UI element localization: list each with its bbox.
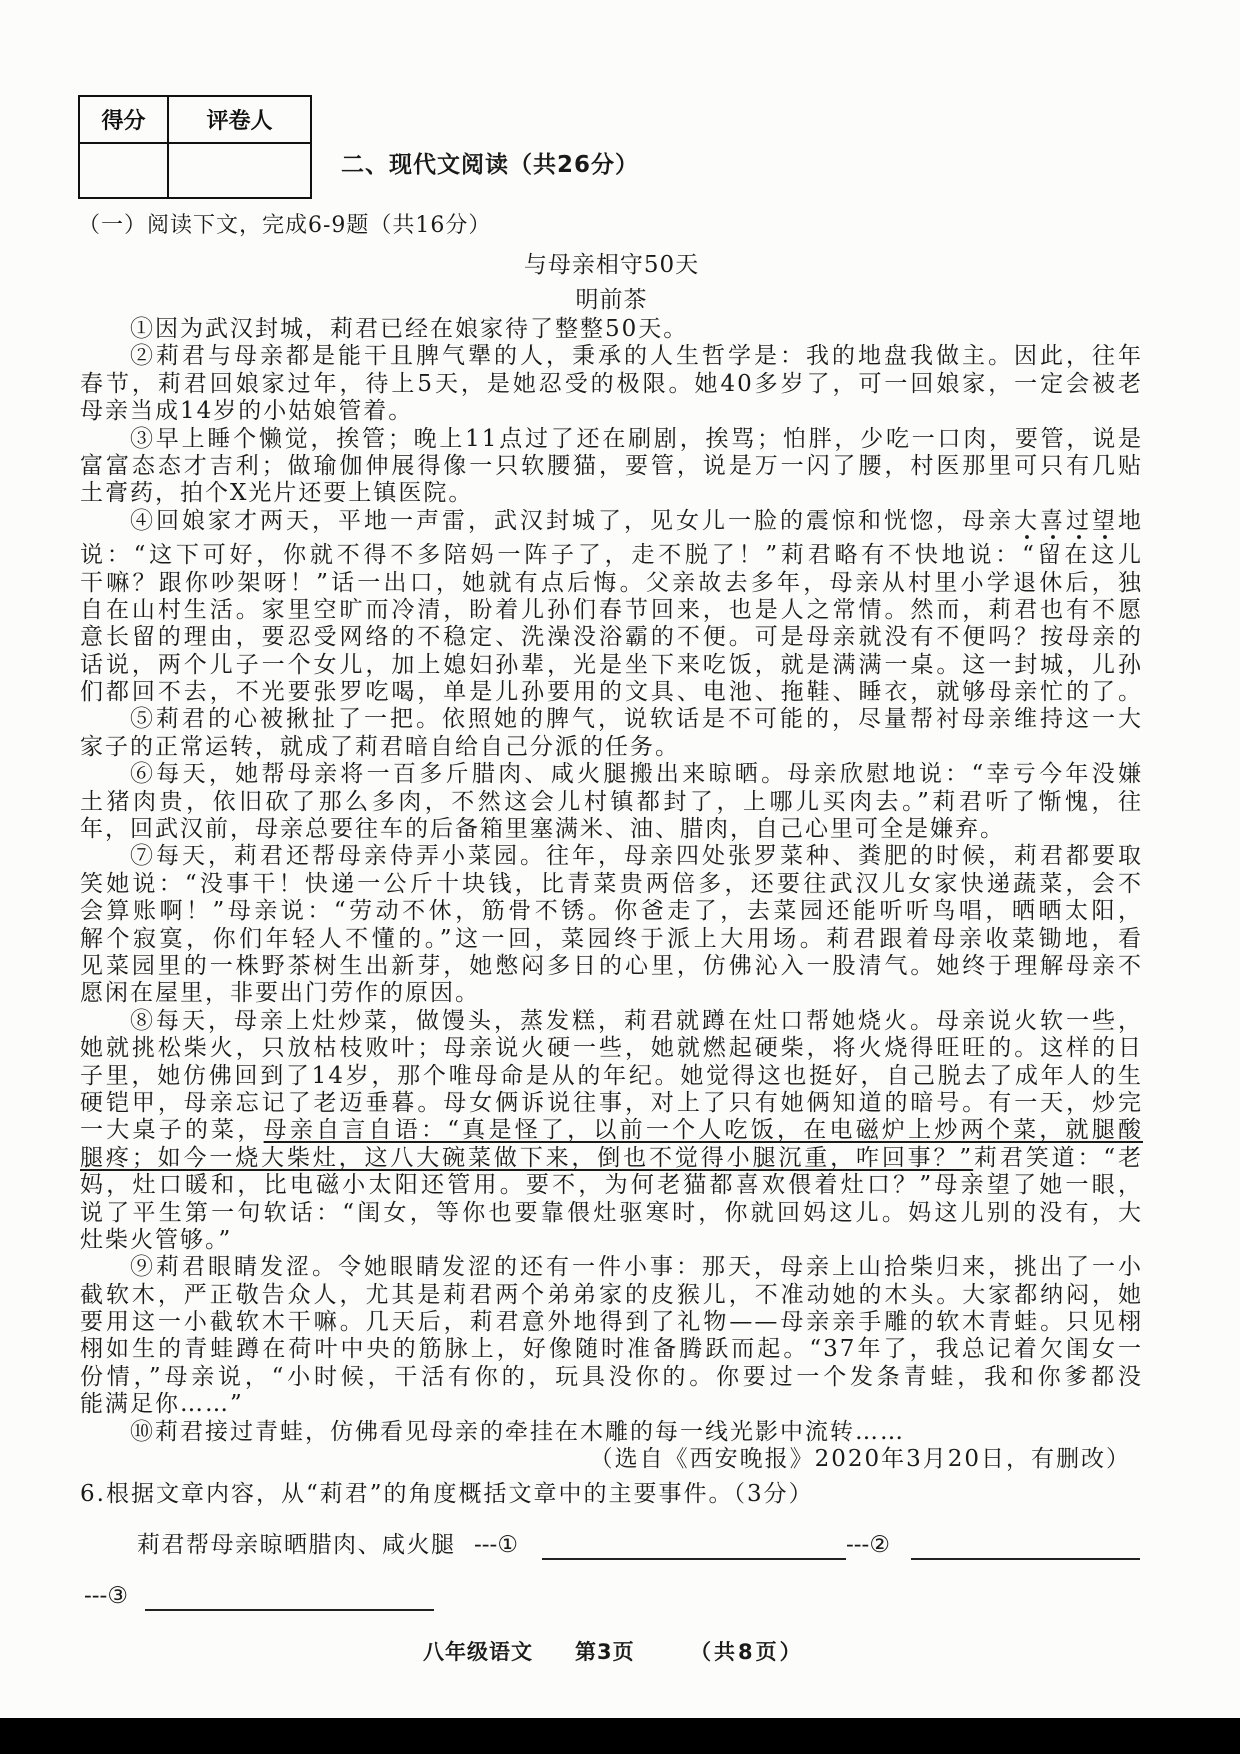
text-line: 家子的正常运转，就成了莉君暗自给自己分派的任务。 [80,733,680,760]
paragraph-10 [80,1419,1143,1446]
score-cell[interactable] [80,144,169,197]
underlined-sentence: 腿疼；如今一烧大柴灶，这八大碗菜做下来，倒也不觉得小腿沉重，咋回事？” [80,1144,974,1171]
paragraph-7 [80,843,1143,1007]
answer-separator-3: ---③ [84,1583,128,1609]
score-header: 得分 [80,97,169,144]
paragraph-3 [80,426,1143,508]
text-line: 子里，她仿佛回到了14岁，那个唯母命是从的年纪。她觉得这也挺好，自己脱去了成年人的生 [80,1062,1143,1089]
text-line: 她就挑松柴火，只放枯枝败叶；母亲说火硬一些，她就燃起硬柴，将火烧得旺旺的。这样的日 [80,1035,1143,1062]
paragraph-4 [80,508,1143,707]
paragraph-2 [80,343,1143,425]
question-6-prompt: 6.根据文章内容，从“莉君”的角度概括文章中的主要事件。（3分） [80,1481,814,1507]
article-title: 与母亲相守50天 [523,252,700,278]
article-body [80,316,1143,1473]
text-line [80,508,1143,542]
text-line: 愿闲在屋里，非要出门劳作的原因。 [80,980,480,1007]
emphasized-phrase: 大喜过望 [1014,507,1118,534]
question-6-answer-row-2 [84,1581,434,1611]
text-line: 意长留的理由，要忍受网络的不稳定、洗澡没浴霸的不便。可是母亲就没有不便吗？按母亲的 [80,624,1143,651]
text-line: ⑤莉君的心被揪扯了一把。依照她的脾气，说软话是不可能的，尽量帮衬母亲维持这一大 [130,706,1143,733]
page-footer [423,1637,804,1667]
text-line: ①因为武汉封城，莉君已经在娘家待了整整50天。 [130,316,689,342]
text-line: 母亲当成14岁的小姑娘管着。 [80,398,414,425]
text-line: 富富态态才吉利；做瑜伽伸展得像一只软腰猫，要管，说是万一闪了腰，村医那里可只有几贴 [80,452,1143,479]
text-line: 栩如生的青蛙蹲在荷叶中央的筋脉上，好像随时准备腾跃而起。“37年了，我总记着欠闺女一 [80,1336,1143,1363]
footer-page-number: 第3页 [575,1640,635,1664]
paragraph-1 [80,316,1143,343]
underlined-sentence: 母亲自言自语：“真是怪了，以前一个人吃饭，在电磁炉上炒两个菜，就腿酸 [263,1117,1143,1144]
answer-blank-1[interactable] [542,1534,846,1560]
text-line: 份情，”母亲说，“小时候，干活有你的，玩具没你的。你要过一个发条青蛙，我和你爹都没 [80,1363,1143,1390]
score-box [78,95,312,199]
section-title: 二、现代文阅读（共26分） [341,152,640,178]
article-author: 明前茶 [575,287,648,313]
text-line: 自在山村生活。家里空旷而冷清，盼着儿孙们春节回来，也是人之常情。然而，莉君也有不愿 [80,596,1143,623]
text-line: ②莉君与母亲都是能干且脾气犟的人，秉承的人生哲学是：我的地盘我做主。因此，往年 [130,343,1143,370]
grader-cell[interactable] [169,144,310,197]
text-line: 解个寂寞，你们年轻人不懂的。”这一回，菜园终于派上大用场。莉君跟着母亲收菜锄地，看 [80,925,1143,952]
grader-header: 评卷人 [169,97,310,144]
scan-border-bar [0,1718,1240,1754]
text-line: ⑦每天，莉君还帮母亲侍弄小菜园。往年，母亲四处张罗菜种、粪肥的时候，莉君都要取 [130,843,1143,870]
text-line: 年，回武汉前，母亲总要往车的后备箱里塞满米、油、腊肉，自己心里可全是嫌弃。 [80,816,1005,843]
text-line: 妈，灶口暖和，比电磁小太阳还管用。要不，为何老猫都喜欢偎着灶口？”母亲望了她一眼， [80,1172,1143,1199]
answer-separator-1: ---① [474,1532,518,1558]
text-line [80,1117,1143,1144]
paragraph-8 [80,1008,1143,1255]
text-line: 说：“这下可好，你就不得不多陪妈一阵子了，走不脱了！”莉君略有不快地说：“留在这儿 [80,542,1143,569]
text-line: 土猪肉贵，依旧砍了那么多肉，不然这会儿村镇都封了，上哪儿买肉去。”莉君听了惭愧，往 [80,788,1143,815]
text-line [80,1145,1143,1172]
article-source: （选自《西安晚报》2020年3月20日，有删改） [589,1446,1131,1473]
answer-separator-2: ---② [846,1532,890,1558]
text-line: ⑧每天，母亲上灶炒菜，做馒头，蒸发糕，莉君就蹲在灶口帮她烧火。母亲说火软一些， [130,1007,1143,1034]
paragraph-6 [80,761,1143,843]
paragraph-9 [80,1254,1143,1418]
text-line: 干嘛？跟你吵架呀！”话一出口，她就有点后悔。父亲故去多年，母亲从村里小学退休后，独 [80,569,1143,596]
text-line: 说了平生第一句软话：“闺女，等你也要靠偎灶驱寒时，你就回妈这儿。妈这儿别的没有，大 [80,1199,1143,1226]
text-segment: 莉君笑道：“老 [973,1144,1143,1171]
answer-blank-2[interactable] [911,1534,1140,1560]
question-6-answer-row-1 [137,1530,1140,1560]
text-line: 话说，两个儿子一个女儿，加上媳妇孙辈，光是坐下来吃饭，就是满满一桌。这一封城，儿孙 [80,651,1143,678]
text-line: ⑩莉君接过青蛙，仿佛看见母亲的牵挂在木雕的每一线光影中流转…… [130,1418,905,1445]
part-instruction: （一）阅读下文，完成6-9题（共16分） [78,213,492,238]
text-line: 春节，莉君回娘家过年，待上5天，是她忍受的极限。她40多岁了，可一回娘家，一定会被老 [80,370,1143,397]
text-line: 截软木，严正敬告众人，尤其是莉君两个弟弟家的皮猴儿，不准动她的木头。大家都纳闷，她 [80,1281,1143,1308]
text-segment: ④回娘家才两天，平地一声雷，武汉封城了，见女儿一脸的震惊和恍惚，母亲 [130,507,1014,534]
text-line: 会算账啊！”母亲说：“劳动不休，筋骨不锈。你爸走了，去菜园还能听听鸟唱，晒晒太阳， [80,898,1143,925]
answer-given-event: 莉君帮母亲晾晒腊肉、咸火腿 [137,1532,456,1558]
paragraph-5 [80,706,1143,761]
text-segment: 地 [1118,507,1143,534]
text-line: 能满足你……” [80,1391,244,1418]
text-line: 们都回不去，不光要张罗吃喝，单是儿孙要用的文具、电池、拖鞋、睡衣，就够母亲忙的了。 [80,679,1143,706]
text-line: 灶柴火管够。” [80,1226,233,1253]
footer-subject: 八年级语文 [423,1640,533,1664]
text-line: ⑥每天，她帮母亲将一百多斤腊肉、咸火腿搬出来晾晒。母亲欣慰地说：“幸亏今年没嫌 [130,761,1143,788]
footer-total-pages: （共8页） [690,1640,804,1664]
text-line: 见菜园里的一株野茶树生出新芽，她憋闷多日的心里，仿佛沁入一股清气。她终于理解母亲不 [80,952,1143,979]
text-line: 硬铠甲，母亲忘记了老迈垂暮。母女俩诉说往事，对上了只有她俩知道的暗号。有一天，炒完 [80,1089,1143,1116]
text-line: ③早上睡个懒觉，挨管；晚上11点过了还在刷剧，挨骂；怕胖，少吃一口肉，要管，说是 [130,425,1143,452]
text-line: 土膏药，拍个X光片还要上镇医院。 [80,480,474,507]
answer-blank-3[interactable] [145,1585,434,1611]
text-line: 要用这一小截软木干嘛。几天后，莉君意外地得到了礼物——母亲亲手雕的软木青蛙。只见栩 [80,1309,1143,1336]
text-line: ⑨莉君眼睛发涩。令她眼睛发涩的还有一件小事：那天，母亲上山拾柴归来，挑出了一小 [130,1254,1143,1281]
text-segment: 一大桌子的菜， [80,1117,264,1144]
text-line: 笑她说：“没事干！快递一公斤十块钱，比青菜贵两倍多，还要往武汉儿女家快递蔬菜，会不 [80,870,1143,897]
